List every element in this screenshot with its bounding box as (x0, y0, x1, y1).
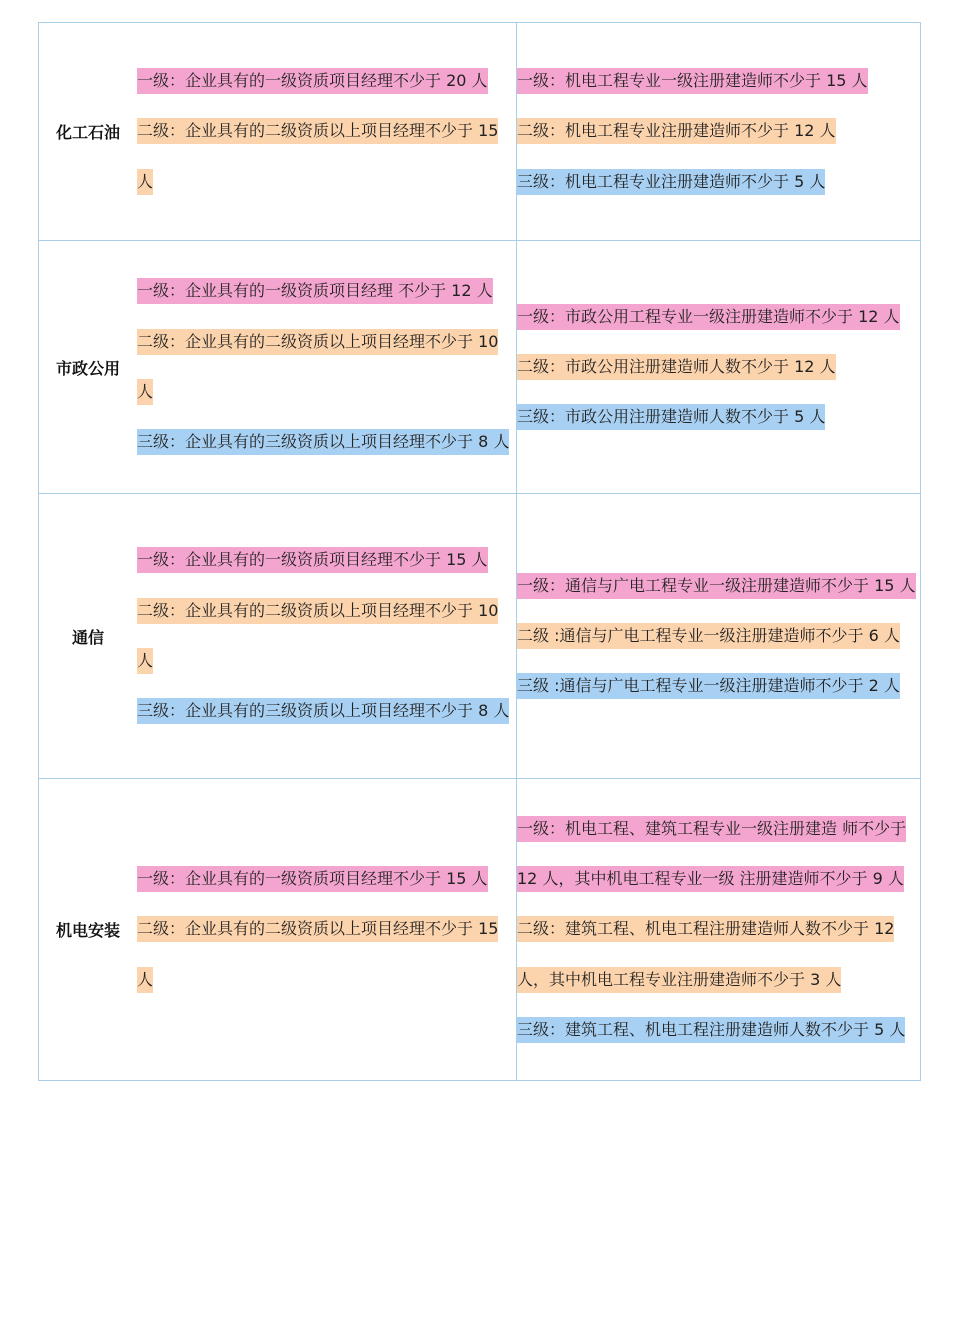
category-cell: 市政公用 (55, 358, 120, 378)
list-item: 二级：企业具有的二级资质以上项目经理不少于 10 人 (137, 586, 516, 687)
manager-requirements-cell (137, 241, 516, 493)
list-item: 三级：市政公用注册建造师人数不少于 5 人 (517, 392, 920, 442)
list-item: 三级：企业具有的三级资质以上项目经理不少于 8 人 (137, 417, 516, 467)
list-item: 一级：市政公用工程专业一级注册建造师不少于 12 人 (517, 292, 920, 342)
category-cell: 机电安装 (55, 921, 120, 940)
list-item: 一级：通信与广电工程专业一级注册建造师不少于 15 人 (517, 561, 920, 611)
engineer-requirements-cell (516, 23, 920, 240)
table-row (39, 23, 920, 240)
list-item: 三级：机电工程专业注册建造师不少于 5 人 (517, 157, 920, 207)
engineer-requirements-cell (516, 241, 920, 493)
list-item: 三级：企业具有的三级资质以上项目经理不少于 8 人 (137, 686, 516, 736)
list-item: 三级：建筑工程、机电工程注册建造师人数不少于 5 人 (517, 1005, 920, 1055)
engineer-requirements-cell (516, 779, 920, 1080)
category-cell: 通信 (71, 627, 104, 647)
list-item: 一级：企业具有的一级资质项目经理不少于 15 人 (137, 854, 516, 904)
list-item: 一级：机电工程专业一级注册建造师不少于 15 人 (517, 56, 920, 106)
list-item: 一级：机电工程、建筑工程专业一级注册建造 师不少于 12 人，其中机电工程专业一级 注册建造师不少于 9 人 (517, 804, 920, 905)
engineer-requirements-cell (516, 494, 920, 778)
table-row (39, 778, 920, 1080)
list-item: 一级：企业具有的一级资质项目经理 不少于 12 人 (137, 266, 516, 316)
table-row (39, 240, 920, 493)
manager-requirements-cell (137, 23, 516, 240)
manager-requirements-cell (137, 779, 516, 1080)
list-item: 三级 :通信与广电工程专业一级注册建造师不少于 2 人 (517, 661, 920, 711)
manager-requirements-cell (137, 494, 516, 778)
list-item: 二级：企业具有的二级资质以上项目经理不少于 15 人 (137, 904, 516, 1005)
list-item: 一级：企业具有的一级资质项目经理不少于 15 人 (137, 535, 516, 585)
table-row (39, 493, 920, 778)
list-item: 二级：市政公用注册建造师人数不少于 12 人 (517, 342, 920, 392)
category-cell: 化工石油 (55, 123, 120, 142)
list-item: 二级：企业具有的二级资质以上项目经理不少于 15 人 (137, 106, 516, 207)
qualification-table (38, 22, 921, 1081)
list-item: 二级：企业具有的二级资质以上项目经理不少于 10 人 (137, 317, 516, 418)
list-item: 二级：建筑工程、机电工程注册建造师人数不少于 12 人，其中机电工程专业注册建造师不少于 3 人 (517, 904, 920, 1005)
list-item: 二级 :通信与广电工程专业一级注册建造师不少于 6 人 (517, 611, 920, 661)
list-item: 一级：企业具有的一级资质项目经理不少于 20 人 (137, 56, 516, 106)
list-item: 二级：机电工程专业注册建造师不少于 12 人 (517, 106, 920, 156)
